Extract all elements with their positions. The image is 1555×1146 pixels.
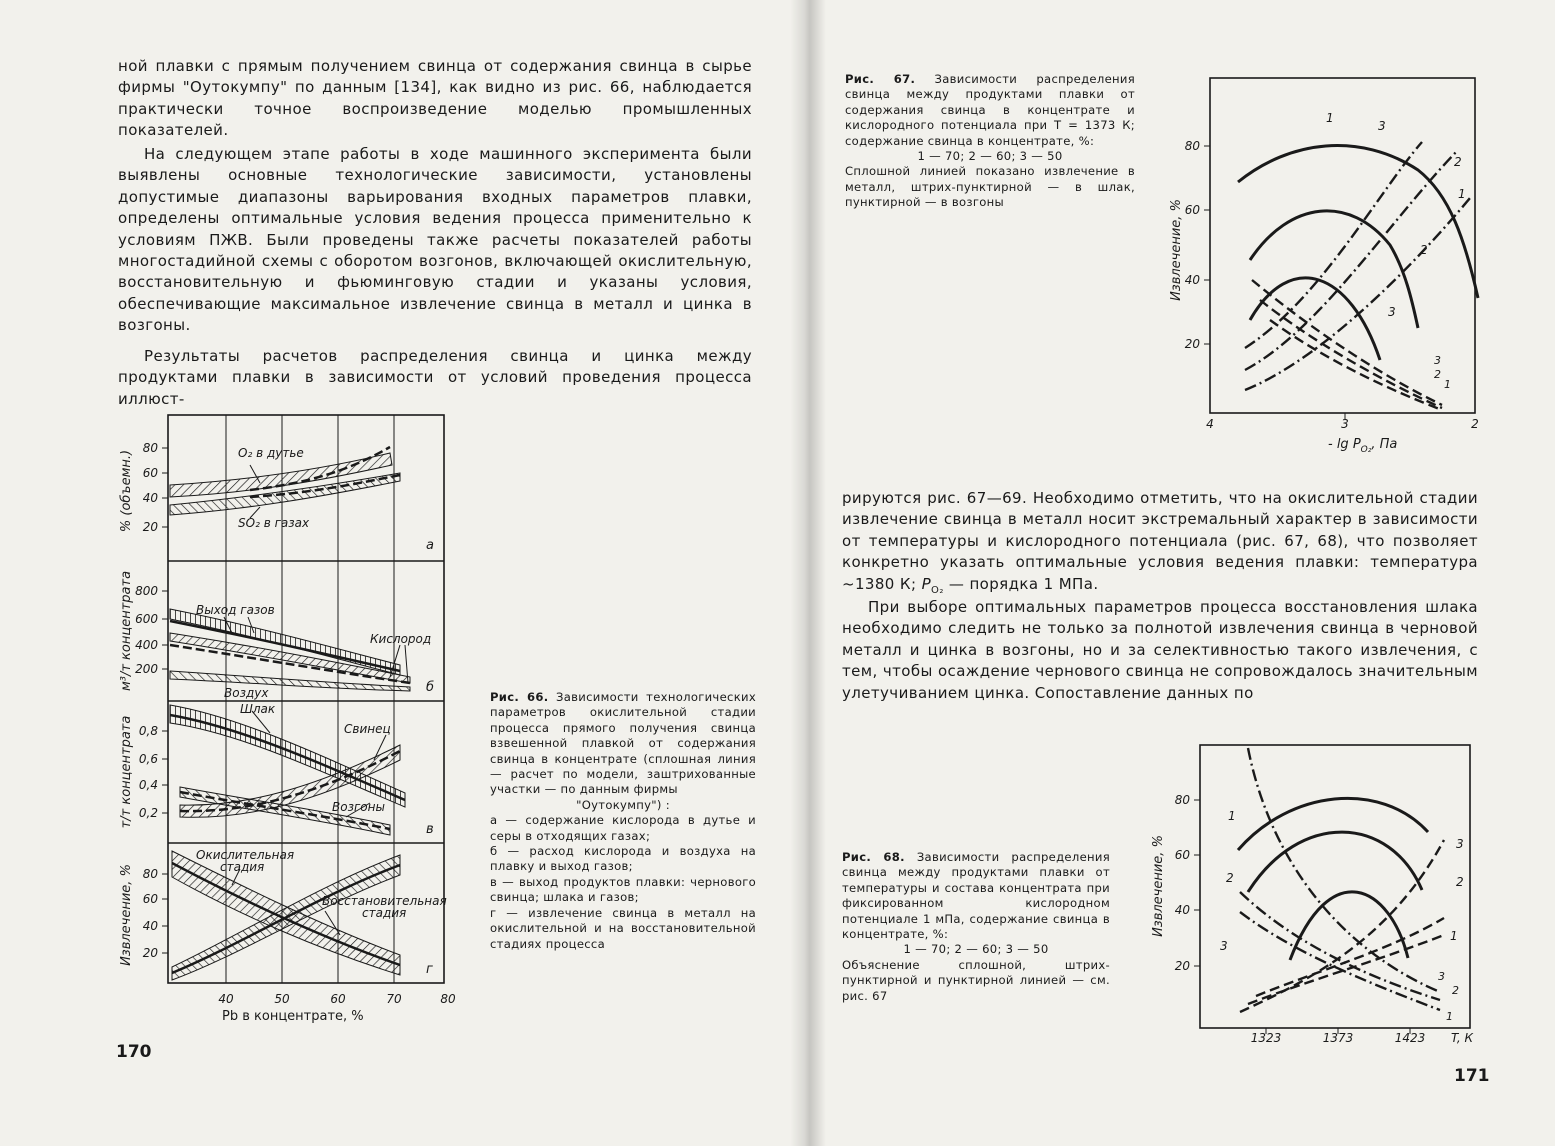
fig67-ytick-60: 60 <box>1184 203 1200 217</box>
fig68-caption-legend: 1 — 70; 2 — 60; 3 — 50 <box>903 942 1049 957</box>
panel-b-label-oxygen: Кислород <box>370 632 432 646</box>
left-paragraph-3: Результаты расчетов распределения свинца и цинка между продуктами плавки в зависимости от условий проведения процесса иллюст- <box>118 347 752 408</box>
panel-b-ytick-400: 400 <box>135 638 158 652</box>
right-paragraph-2: При выборе оптимальных параметров процесса восстановления шлака необходимо следить не только за полнотой извлечения свинца в черновой металл и цинка в возгоны, но и за селективностью такого извлечения, с тем, чтобы осаждение чернового свинца не сопровождалось значительным улетучиванием цинка. Сопоставление данных по <box>842 598 1478 702</box>
po2-subscript: O₂ <box>931 584 944 596</box>
fig67-label-3-mid: 3 <box>1388 305 1396 319</box>
panel-a-letter: а <box>426 538 434 553</box>
fig67-xlabel-unit: , Па <box>1371 437 1398 452</box>
panel-v-letter: в <box>426 822 434 837</box>
fig68-ytick-60: 60 <box>1174 848 1190 862</box>
fig67-chart <box>1150 70 1490 460</box>
fig68-metal-2 <box>1248 832 1422 892</box>
fig68-label-2-low: 2 <box>1452 984 1459 997</box>
fig67-ytick-20: 20 <box>1184 337 1200 351</box>
fig68-metal-1 <box>1238 798 1428 850</box>
panel-b-ytick-200: 200 <box>135 662 158 676</box>
fig68-label-2-left: 2 <box>1226 871 1234 885</box>
fig67-slag-2 <box>1245 150 1458 370</box>
panel-b-ytick-800: 800 <box>135 584 158 598</box>
fig68-label-1-top: 1 <box>1228 809 1236 823</box>
fig67-metal-1 <box>1238 146 1478 298</box>
panel-g-ytick-80: 80 <box>142 867 158 881</box>
fig68-label-3-low: 3 <box>1438 970 1445 983</box>
fig66-caption-g: г — извлечение свинца в металл на окислительной и на восстановительной стадиях процесса <box>490 905 756 951</box>
panel-v-label-fumes: Возгоны <box>332 800 385 814</box>
fig67-xtick-2: 2 <box>1471 417 1479 431</box>
fig67-ylabel: Извлечение, % <box>1169 199 1184 301</box>
fig68-caption-note: Объяснение сплошной, штрих-пунктирной и пунктирной линией — см. рис. 67 <box>842 957 1110 1003</box>
fig67-caption-note: Сплошной линией показано извлечение в металл, штрих-пунктирной — в шлак, пунктирной — в возгоны <box>845 164 1135 210</box>
panel-v-label-lead: Свинец <box>344 722 391 736</box>
fig66-caption <box>490 690 756 952</box>
panel-g-label-ox-1: Окислительная <box>196 848 295 862</box>
po2-symbol: P <box>921 574 932 593</box>
left-page-number: 170 <box>116 1042 152 1062</box>
book-gutter <box>790 0 826 1146</box>
fig68-label-1-right: 1 <box>1450 929 1458 943</box>
fig66-xtick-60: 60 <box>330 992 346 1006</box>
fig66-caption-b: б — расход кислорода и воздуха на плавку и выход газов; <box>490 844 756 874</box>
panel-g-label-red-1: Восстановительная <box>322 894 447 908</box>
fig67-ytick-40: 40 <box>1184 273 1200 287</box>
fig67-label-3-low: 3 <box>1434 354 1441 367</box>
panel-a-ytick-60: 60 <box>142 466 158 480</box>
left-paragraph-2: На следующем этапе работы в ходе машинного эксперимента были выявлены основные технологические зависимости, установлены допустимые диапазоны варьирования входных параметров плавки, определены оптимальные условия ведения процесса применительно к условиям ПЖВ. Были проведены также расчеты показателей работы многостадийной схемы с оборотом возгонов, включающей окислительную, восстановительную и фьюминговую стадии и указаны условия, обеспечивающие максимальное извлечение свинца в металл и цинка в возгоны. <box>118 145 752 335</box>
panel-b-ytick-600: 600 <box>135 612 158 626</box>
panel-g-letter: г <box>426 962 433 977</box>
panel-a-ytick-20: 20 <box>142 520 158 534</box>
fig68-caption-label: Рис. 68. <box>842 850 905 864</box>
panel-a-ylabel: % (объемн.) <box>119 449 134 533</box>
panel-g-ytick-40: 40 <box>142 919 158 933</box>
fig67-ytick-80: 80 <box>1184 139 1200 153</box>
fig66-xtick-70: 70 <box>386 992 402 1006</box>
fig67-xlabel-main: - lg P <box>1328 437 1361 452</box>
fig67-label-1-top: 1 <box>1326 111 1334 125</box>
fig66-caption-firm: "Оутокумпу") : <box>576 797 670 812</box>
fig68-label-2-right: 2 <box>1456 875 1464 889</box>
fig68-caption-body: Зависимости распределения свинца между продуктами плавки от температуры и состава концентрата при фиксированном кислородном потенциале 1 мПа, содержание свинца в концентрате, %: <box>842 850 1110 942</box>
fig66-xtick-80: 80 <box>440 992 456 1006</box>
panel-a-label-o2: O₂ в дутье <box>238 446 304 460</box>
panel-a-label-so2: SO₂ в газах <box>238 516 310 530</box>
fig67-label-1-low: 1 <box>1444 378 1451 391</box>
fig66-xtick-50: 50 <box>274 992 290 1006</box>
fig68-slag-2 <box>1240 892 1440 1000</box>
fig67-label-2-top: 2 <box>1454 155 1462 169</box>
fig67-xlabel <box>1328 437 1397 455</box>
panel-g-label-ox-2: стадия <box>220 860 265 874</box>
fig66-xlabel: Pb в концентрате, % <box>222 1009 364 1024</box>
fig68-fumes-3 <box>1256 918 1444 996</box>
fig66-panel-b <box>170 609 410 691</box>
fig68-label-1-low: 1 <box>1446 1010 1453 1023</box>
fig67-label-2-low: 2 <box>1434 368 1441 381</box>
panel-g-ytick-20: 20 <box>142 946 158 960</box>
panel-g-ytick-60: 60 <box>142 892 158 906</box>
fig67-label-1-right: 1 <box>1458 187 1466 201</box>
fig67-caption-legend: 1 — 70; 2 — 60; 3 — 50 <box>917 149 1063 164</box>
panel-v-ytick-0.6: 0,6 <box>138 752 158 766</box>
panel-b-label-gas: Выход газов <box>196 603 275 617</box>
panel-v-ytick-0.2: 0,2 <box>138 806 158 820</box>
fig68-ytick-80: 80 <box>1174 793 1190 807</box>
fig68-label-3-right: 3 <box>1456 837 1464 851</box>
fig67-caption-body: Зависимости распределения свинца между продуктами плавки от содержания свинца в концентрате и кислородного потенциала при <box>845 72 1135 133</box>
fig68-chart <box>1140 740 1490 1050</box>
fig68-xlabel: T, К <box>1450 1031 1474 1045</box>
panel-b-letter: б <box>426 680 435 695</box>
fig68-ytick-40: 40 <box>1174 903 1190 917</box>
panel-b-ylabel: м³/т концентрата <box>119 570 134 692</box>
fig67-caption-cond: T = 1373 К; содержание свинца в концентрате, %: <box>845 118 1136 148</box>
fig66-caption-a: а — содержание кислорода в дутье и серы в отходящих газах; <box>490 813 756 843</box>
panel-g-label-red-2: стадия <box>362 906 407 920</box>
fig66-chart <box>100 415 470 1025</box>
panel-v-ytick-0.4: 0,4 <box>138 778 158 792</box>
fig66-caption-v: в — выход продуктов плавки: чернового свинца; шлака и газов; <box>490 874 756 905</box>
fig68-caption <box>842 850 1110 1004</box>
fig68-ylabel: Извлечение, % <box>1151 835 1166 937</box>
panel-a-ytick-40: 40 <box>142 491 158 505</box>
fig67-xlabel-sub: O₂ <box>1360 445 1372 455</box>
panel-v-ylabel: т/т концентрата <box>119 715 134 829</box>
panel-v-label-slag: Шлак <box>240 702 276 716</box>
fig67-label-2-mid: 2 <box>1420 243 1428 257</box>
fig67-xtick-4: 4 <box>1206 417 1214 431</box>
fig68-frame <box>1200 745 1470 1028</box>
fig66-xtick-40: 40 <box>218 992 234 1006</box>
fig66-caption-label: Рис. 66. <box>490 690 549 704</box>
right-paragraph-1 <box>842 488 1478 601</box>
left-paragraph-1: ной плавки с прямым получением свинца от содержания свинца в сырье фирмы "Оутокумпу" по данным [134], как видно из рис. 66, наблюдается практически точное воспроизведение моделью промышленных показателей. <box>118 57 752 140</box>
right-page-number: 171 <box>1454 1066 1490 1086</box>
fig67-caption-label: Рис. 67. <box>845 72 916 86</box>
fig66-caption-body: Зависимости технологических параметров окислительной стадии процесса прямого получения свинца взвешенной плавкой от содержания свинца в концентрате (сплошная линия — расчет по модели, заштрихованные участки — по данным фирмы <box>490 690 756 797</box>
right-paragraph-1-end: — порядка 1 МПа. <box>948 574 1099 593</box>
fig67-caption <box>845 72 1135 211</box>
fig68-label-3-left: 3 <box>1220 939 1228 953</box>
fig68-ytick-20: 20 <box>1174 959 1190 973</box>
panel-g-ylabel: Извлечение, % <box>119 864 134 966</box>
fig67-xtick-3: 3 <box>1341 417 1349 431</box>
fig66-yticks <box>135 441 168 960</box>
fig68-xtick-1373: 1373 <box>1322 1031 1354 1045</box>
fig67-label-3-top: 3 <box>1378 119 1386 133</box>
fig68-xtick-1423: 1423 <box>1394 1031 1426 1045</box>
panel-v-ytick-0.8: 0,8 <box>138 724 158 738</box>
fig68-xtick-1323: 1323 <box>1250 1031 1282 1045</box>
panel-b-label-air: Воздух <box>224 686 269 700</box>
right-paragraph-1-main: рируются рис. 67—69. Необходимо отметить, что на окислительной стадии извлечение свинца в металл носит экстремальный характер в зависимости от температуры и кислородного потенциала (рис. 67, 68), что позволяет конкретно указать оптимальные условия ведения плавки: температура ~1380 К; <box>842 489 1478 593</box>
fig68-fumes-2 <box>1248 935 1444 1004</box>
panel-a-ytick-80: 80 <box>142 441 158 455</box>
